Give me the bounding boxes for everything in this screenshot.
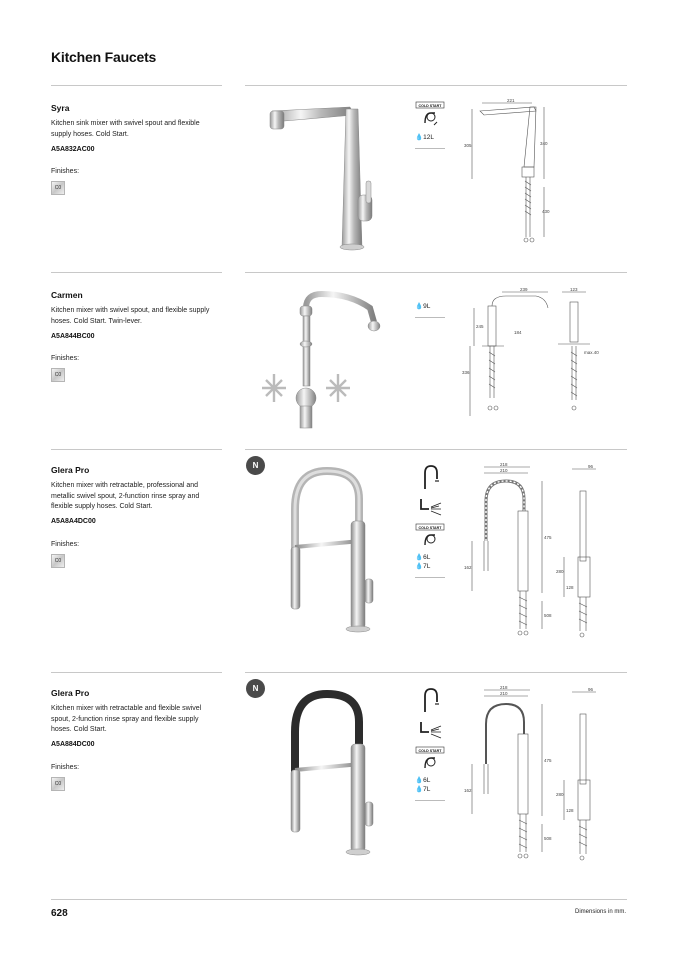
dim-label: 280 xyxy=(556,792,564,797)
finishes-label: Finishes: xyxy=(51,541,80,548)
finish-swatch-chrome[interactable]: C0 xyxy=(51,554,65,568)
flow-rate-value: 7L xyxy=(423,563,431,570)
product-glera-pro-flexible xyxy=(0,672,678,897)
finishes-label: Finishes: xyxy=(51,355,80,362)
cold-start-icon xyxy=(415,523,445,549)
dim-label: 162 xyxy=(464,788,472,793)
finishes-label: Finishes: xyxy=(51,764,80,771)
dim-label: 280 xyxy=(556,569,564,574)
flow-rate-value: 9L xyxy=(423,303,431,310)
finishes-label: Finishes: xyxy=(51,168,80,175)
faucet-photo-glera-pro-flexible xyxy=(265,682,415,872)
dim-label: 239 xyxy=(520,288,528,292)
technical-drawing-carmen xyxy=(462,288,602,438)
pull-down-spout-icon xyxy=(415,463,445,491)
product-description: Kitchen mixer with retractable and flexible swivel spout, 2-function rinse spray and flexible supply hoses. Cold Start. xyxy=(51,705,202,733)
dimensions-note: Dimensions in mm. xyxy=(574,909,626,915)
footer-rule xyxy=(51,899,627,900)
cold-start-label: COLD START xyxy=(418,103,442,108)
faucet-photo-glera-pro-metallic xyxy=(265,459,415,649)
rinse-spray-icon xyxy=(415,495,445,519)
faucet-photo-syra xyxy=(250,97,400,257)
faucet-photo-carmen xyxy=(250,288,400,438)
product-name: Carmen xyxy=(51,290,83,300)
dim-label: 221 xyxy=(507,98,515,103)
product-description: Kitchen mixer with retractable, professional and metallic swivel spout, 2-function rinse spray and flexible supply hoses. Cold Start. xyxy=(51,482,200,510)
finish-swatch-chrome[interactable]: C0 xyxy=(51,777,65,791)
icon-divider xyxy=(415,800,445,801)
dim-label: 128 xyxy=(566,808,574,813)
flow-rate: 💧6L xyxy=(415,554,431,561)
product-code: A5A884DC00 xyxy=(51,741,95,748)
dim-label: 336 xyxy=(462,370,470,375)
dim-label: 96 xyxy=(588,464,594,469)
feature-icons xyxy=(415,686,447,801)
dim-label: 162 xyxy=(464,565,472,570)
flow-rate-value: 6L xyxy=(423,554,431,561)
feature-icons xyxy=(415,298,447,318)
product-name: Glera Pro xyxy=(51,465,90,475)
finish-swatch-chrome[interactable]: C0 xyxy=(51,181,65,195)
dim-label: 210 xyxy=(500,691,508,696)
dim-label: 508 xyxy=(544,836,552,841)
flow-rate: 💧7L xyxy=(415,786,431,793)
technical-drawing-glera-pro-metallic xyxy=(462,461,612,651)
dim-label: 508 xyxy=(544,613,552,618)
dim-label: 430 xyxy=(542,209,550,214)
dim-label: 210 xyxy=(500,468,508,473)
dim-label: max.40 xyxy=(584,350,599,355)
product-name: Glera Pro xyxy=(51,688,90,698)
product-description: Kitchen mixer with swivel spout, and flexible supply hoses. Cold Start. Twin-lever. xyxy=(51,307,210,325)
technical-drawing-syra xyxy=(462,97,552,252)
flow-rate: 💧7L xyxy=(415,563,431,570)
dim-label: 475 xyxy=(544,758,552,763)
page-title: Kitchen Faucets xyxy=(51,49,157,65)
cold-start-label: COLD START xyxy=(418,748,442,753)
cold-start-label: COLD START xyxy=(418,525,442,530)
feature-icons xyxy=(415,463,447,578)
page-number: 628 xyxy=(51,908,68,919)
flow-rate-value: 6L xyxy=(423,777,431,784)
feature-icons xyxy=(415,101,447,149)
new-badge: N xyxy=(246,679,265,698)
dim-label: 245 xyxy=(476,324,484,329)
new-badge: N xyxy=(246,456,265,475)
cold-start-icon xyxy=(415,746,445,772)
flow-rate: 💧9L xyxy=(415,303,431,310)
dim-label: 184 xyxy=(514,330,522,335)
finish-swatch-chrome[interactable]: C0 xyxy=(51,368,65,382)
cold-start-icon xyxy=(415,101,445,129)
dim-label: 305 xyxy=(464,143,472,148)
flow-rate: 💧6L xyxy=(415,777,431,784)
technical-drawing-glera-pro-flexible xyxy=(462,684,612,874)
dim-label: 128 xyxy=(566,585,574,590)
flow-rate-value: 12L xyxy=(423,134,434,141)
product-code: A5A832AC00 xyxy=(51,146,95,153)
icon-divider xyxy=(415,148,445,149)
icon-divider xyxy=(415,317,445,318)
product-name: Syra xyxy=(51,103,70,113)
dim-label: 96 xyxy=(588,687,594,692)
dim-label: 123 xyxy=(570,288,578,292)
dim-label: 475 xyxy=(544,535,552,540)
dim-label: 218 xyxy=(500,685,508,690)
flow-rate: 💧12L xyxy=(415,134,434,141)
pull-down-spout-icon xyxy=(415,686,445,714)
dim-label: 340 xyxy=(540,141,548,146)
dim-label: 218 xyxy=(500,462,508,467)
product-glera-pro-metallic xyxy=(0,449,678,674)
product-code: A5A8A4DC00 xyxy=(51,518,96,525)
product-description: Kitchen sink mixer with swivel spout and flexible supply hoses. Cold Start. xyxy=(51,120,200,138)
icon-divider xyxy=(415,577,445,578)
product-code: A5A844BC00 xyxy=(51,333,95,340)
flow-rate-value: 7L xyxy=(423,786,431,793)
rinse-spray-icon xyxy=(415,718,445,742)
